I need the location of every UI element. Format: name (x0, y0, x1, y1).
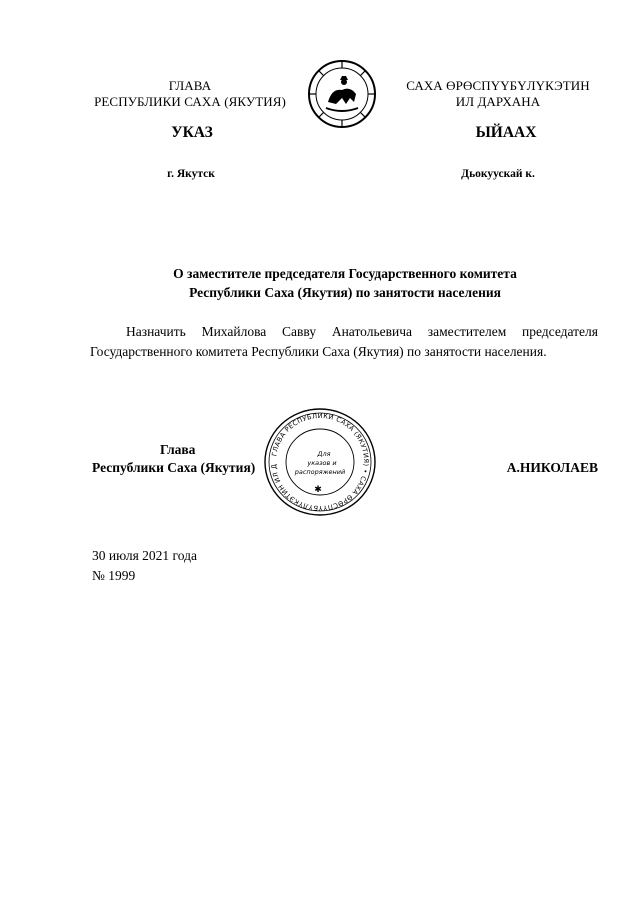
header-left-block (84, 78, 296, 110)
signatory-name: А.НИКОЛАЕВ (506, 460, 598, 475)
coat-of-arms-emblem-icon (306, 58, 378, 130)
header-left-line2: РЕСПУБЛИКИ САХА (ЯКУТИЯ) (94, 94, 286, 109)
city-russian: г. Якутск (167, 168, 215, 180)
decree-date: 30 июля 2021 года (92, 548, 197, 563)
seal-ring-text: ГЛАВА РЕСПУБЛИКИ САХА (ЯКУТИЯ) • САХА ӨРӨСПҮҮБҮЛҮКЭТИН ИЛ Д (269, 411, 371, 513)
seal-center-line2: указов и (307, 459, 337, 467)
decree-body-paragraph: Назначить Михайлова Савву Анатольевича заместителем председателя Государственного комитета Республики Саха (Якутия) по занятости населения. (90, 324, 598, 359)
signatory-title-line2: Республики Саха (Якутия) (92, 460, 256, 475)
header-right-line1: САХА ӨРӨСПҮҮБҮЛҮКЭТИН (406, 78, 590, 93)
official-seal-stamp (262, 406, 378, 518)
seal-center-line3: распоряжений (294, 468, 346, 476)
decree-subject-line1: О заместителе председателя Государственного комитета (173, 266, 517, 281)
document-title-yakut: ЫЙААХ (475, 124, 537, 141)
decree-subject (90, 264, 600, 302)
city-yakut: Дьокуускай к. (461, 168, 535, 180)
header-right-line2: ИЛ ДАРХАНА (455, 94, 541, 109)
header-left-line1: ГЛАВА (168, 78, 212, 93)
decree-subject-line2: Республики Саха (Якутия) по занятости населения (189, 285, 501, 300)
signatory-title-line1: Глава (160, 442, 196, 457)
decree-number: № 1999 (92, 568, 136, 583)
seal-star-icon: ✱ (314, 484, 322, 494)
seal-center-line1: Для (317, 450, 331, 458)
document-title-russian: УКАЗ (171, 124, 213, 141)
header-right-block (392, 78, 604, 110)
